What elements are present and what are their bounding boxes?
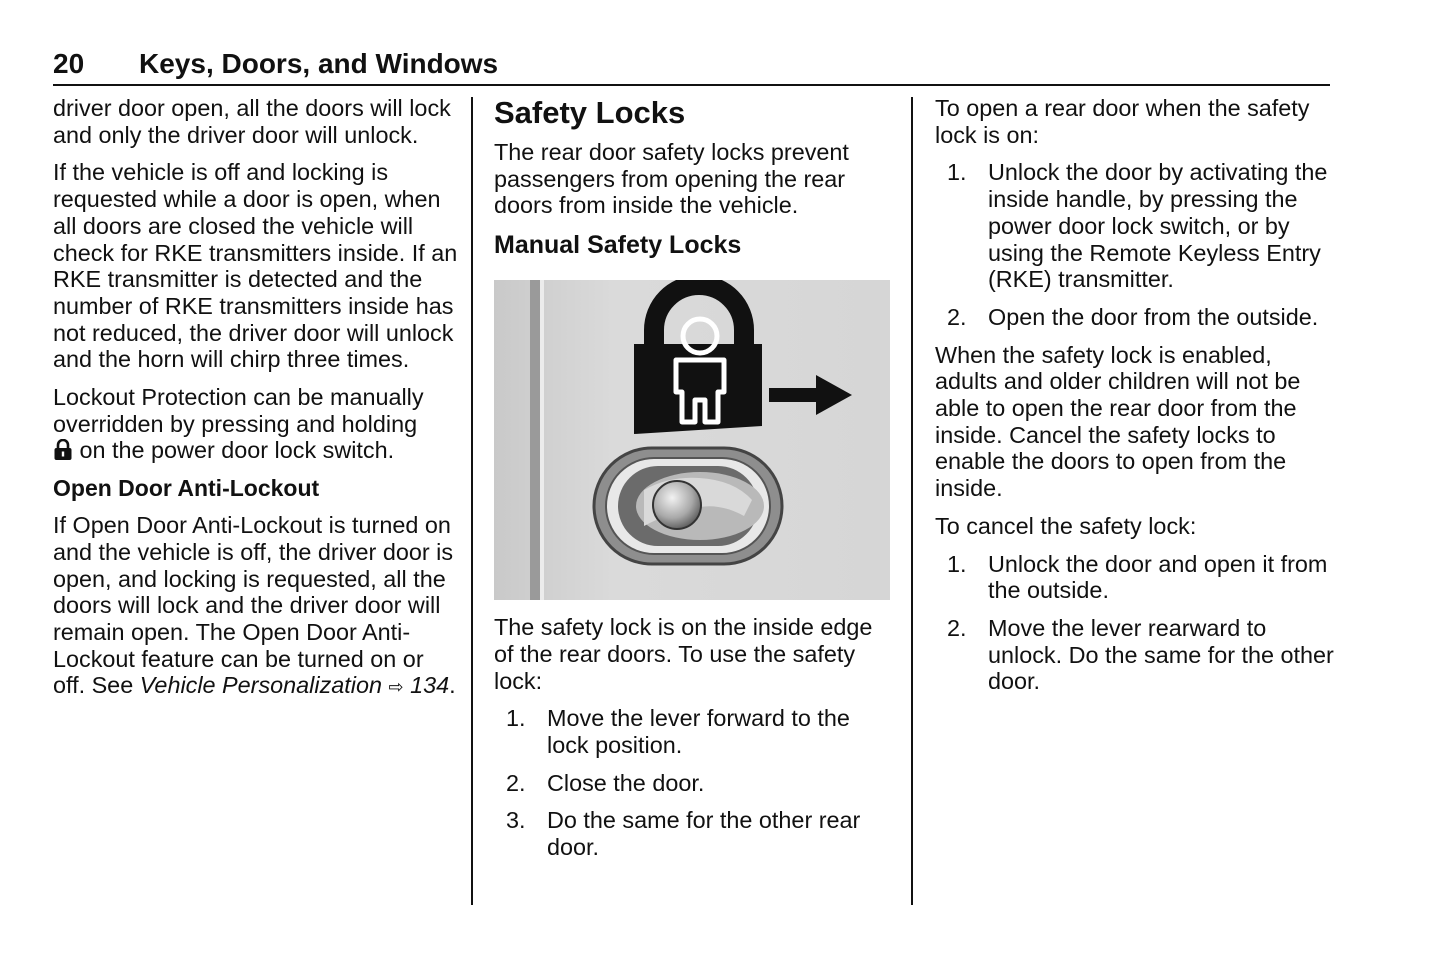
- step-text: Move the lever rearward to unlock. Do the same for the other door.: [988, 614, 1334, 695]
- paragraph-anti-lockout: [53, 512, 458, 702]
- lockout-text-a: Lockout Protection can be manually overridden by pressing and holding: [53, 384, 424, 437]
- step-text: Unlock the door by activating the inside handle, by pressing the power door lock switch, or by using the Remote Keyless Entry (RKE) transmitter.: [988, 159, 1328, 293]
- step-number: 2.: [947, 614, 967, 641]
- step-number: 1.: [947, 550, 967, 577]
- list-item: [494, 807, 894, 860]
- heading-open-door-anti-lockout: Open Door Anti-Lockout: [53, 475, 320, 502]
- safety-lock-illustration: [494, 280, 890, 600]
- step-number: 3.: [506, 807, 526, 834]
- heading-manual-safety-locks: Manual Safety Locks: [494, 231, 742, 260]
- paragraph-lock-location: The safety lock is on the inside edge of the rear doors. To use the safety lock:: [494, 614, 873, 694]
- paragraph-safety-lock-enabled: When the safety lock is enabled, adults and older children will not be able to open the rear door from the inside. Cancel the safety locks to enable the doors to open from the inside.: [935, 341, 1301, 502]
- list-item: [935, 551, 1335, 604]
- vehicle-personalization-link[interactable]: Vehicle Personalization: [139, 672, 382, 699]
- step-number: 2.: [947, 303, 967, 330]
- step-number: 1.: [947, 159, 967, 186]
- page-number: 20: [53, 48, 85, 79]
- paragraph-cancel-safety-lock: To cancel the safety lock:: [935, 512, 1197, 539]
- paragraph-continued: driver door open, all the doors will lock and only the driver door will unlock.: [53, 95, 451, 148]
- column-divider-right: [911, 97, 913, 905]
- column-right: [935, 95, 1335, 706]
- list-item: [494, 705, 894, 758]
- step-text: Close the door.: [547, 769, 705, 796]
- list-use-safety-lock: [494, 705, 894, 861]
- lock-icon: [53, 439, 73, 461]
- paragraph-open-rear-door: To open a rear door when the safety lock is on:: [935, 95, 1310, 148]
- anti-lockout-text: If Open Door Anti-Lockout is turned on and the vehicle is off, the driver door is open, and locking is requested, all the doors will lock and the driver door will remain open. The Open Door Anti-Lockout feature can be turned on or off. See: [53, 512, 454, 699]
- list-item: [935, 615, 1335, 695]
- column-left: [53, 95, 458, 713]
- list-item: [935, 159, 1335, 293]
- column-middle: [494, 95, 894, 872]
- page-header: [53, 46, 1330, 86]
- paragraph-lockout-protection: [53, 384, 458, 464]
- sentence-period: .: [449, 672, 456, 699]
- page-reference-arrow-icon: ⇨: [388, 677, 404, 699]
- page-reference-number[interactable]: 134: [410, 672, 450, 699]
- heading-safety-locks: Safety Locks: [494, 95, 686, 130]
- section-title: Keys, Doors, and Windows: [139, 48, 499, 79]
- list-item: [494, 770, 894, 797]
- list-cancel-safety-lock: [935, 551, 1335, 696]
- paragraph-rke-check: If the vehicle is off and locking is requested while a door is open, when all doors are closed the vehicle will check for RKE transmitters inside. If an RKE transmitter is detected and the number of RKE transmitters inside has not reduced, the driver door will unlock and the horn will chirp three times.: [53, 159, 458, 373]
- column-divider-left: [471, 97, 473, 905]
- list-item: [935, 304, 1335, 331]
- step-text: Open the door from the outside.: [988, 303, 1319, 330]
- paragraph-safety-locks-intro: The rear door safety locks prevent passengers from opening the rear doors from inside the vehicle.: [494, 139, 849, 219]
- list-open-rear-door: [935, 159, 1335, 330]
- step-text: Do the same for the other rear door.: [547, 807, 861, 861]
- step-number: 2.: [506, 769, 526, 796]
- lockout-text-b: on the power door lock switch.: [73, 437, 395, 464]
- child-lock-figure-icon: [494, 280, 890, 600]
- step-text: Unlock the door and open it from the outside.: [988, 550, 1328, 604]
- step-number: 1.: [506, 705, 526, 732]
- step-text: Move the lever forward to the lock position.: [547, 705, 850, 758]
